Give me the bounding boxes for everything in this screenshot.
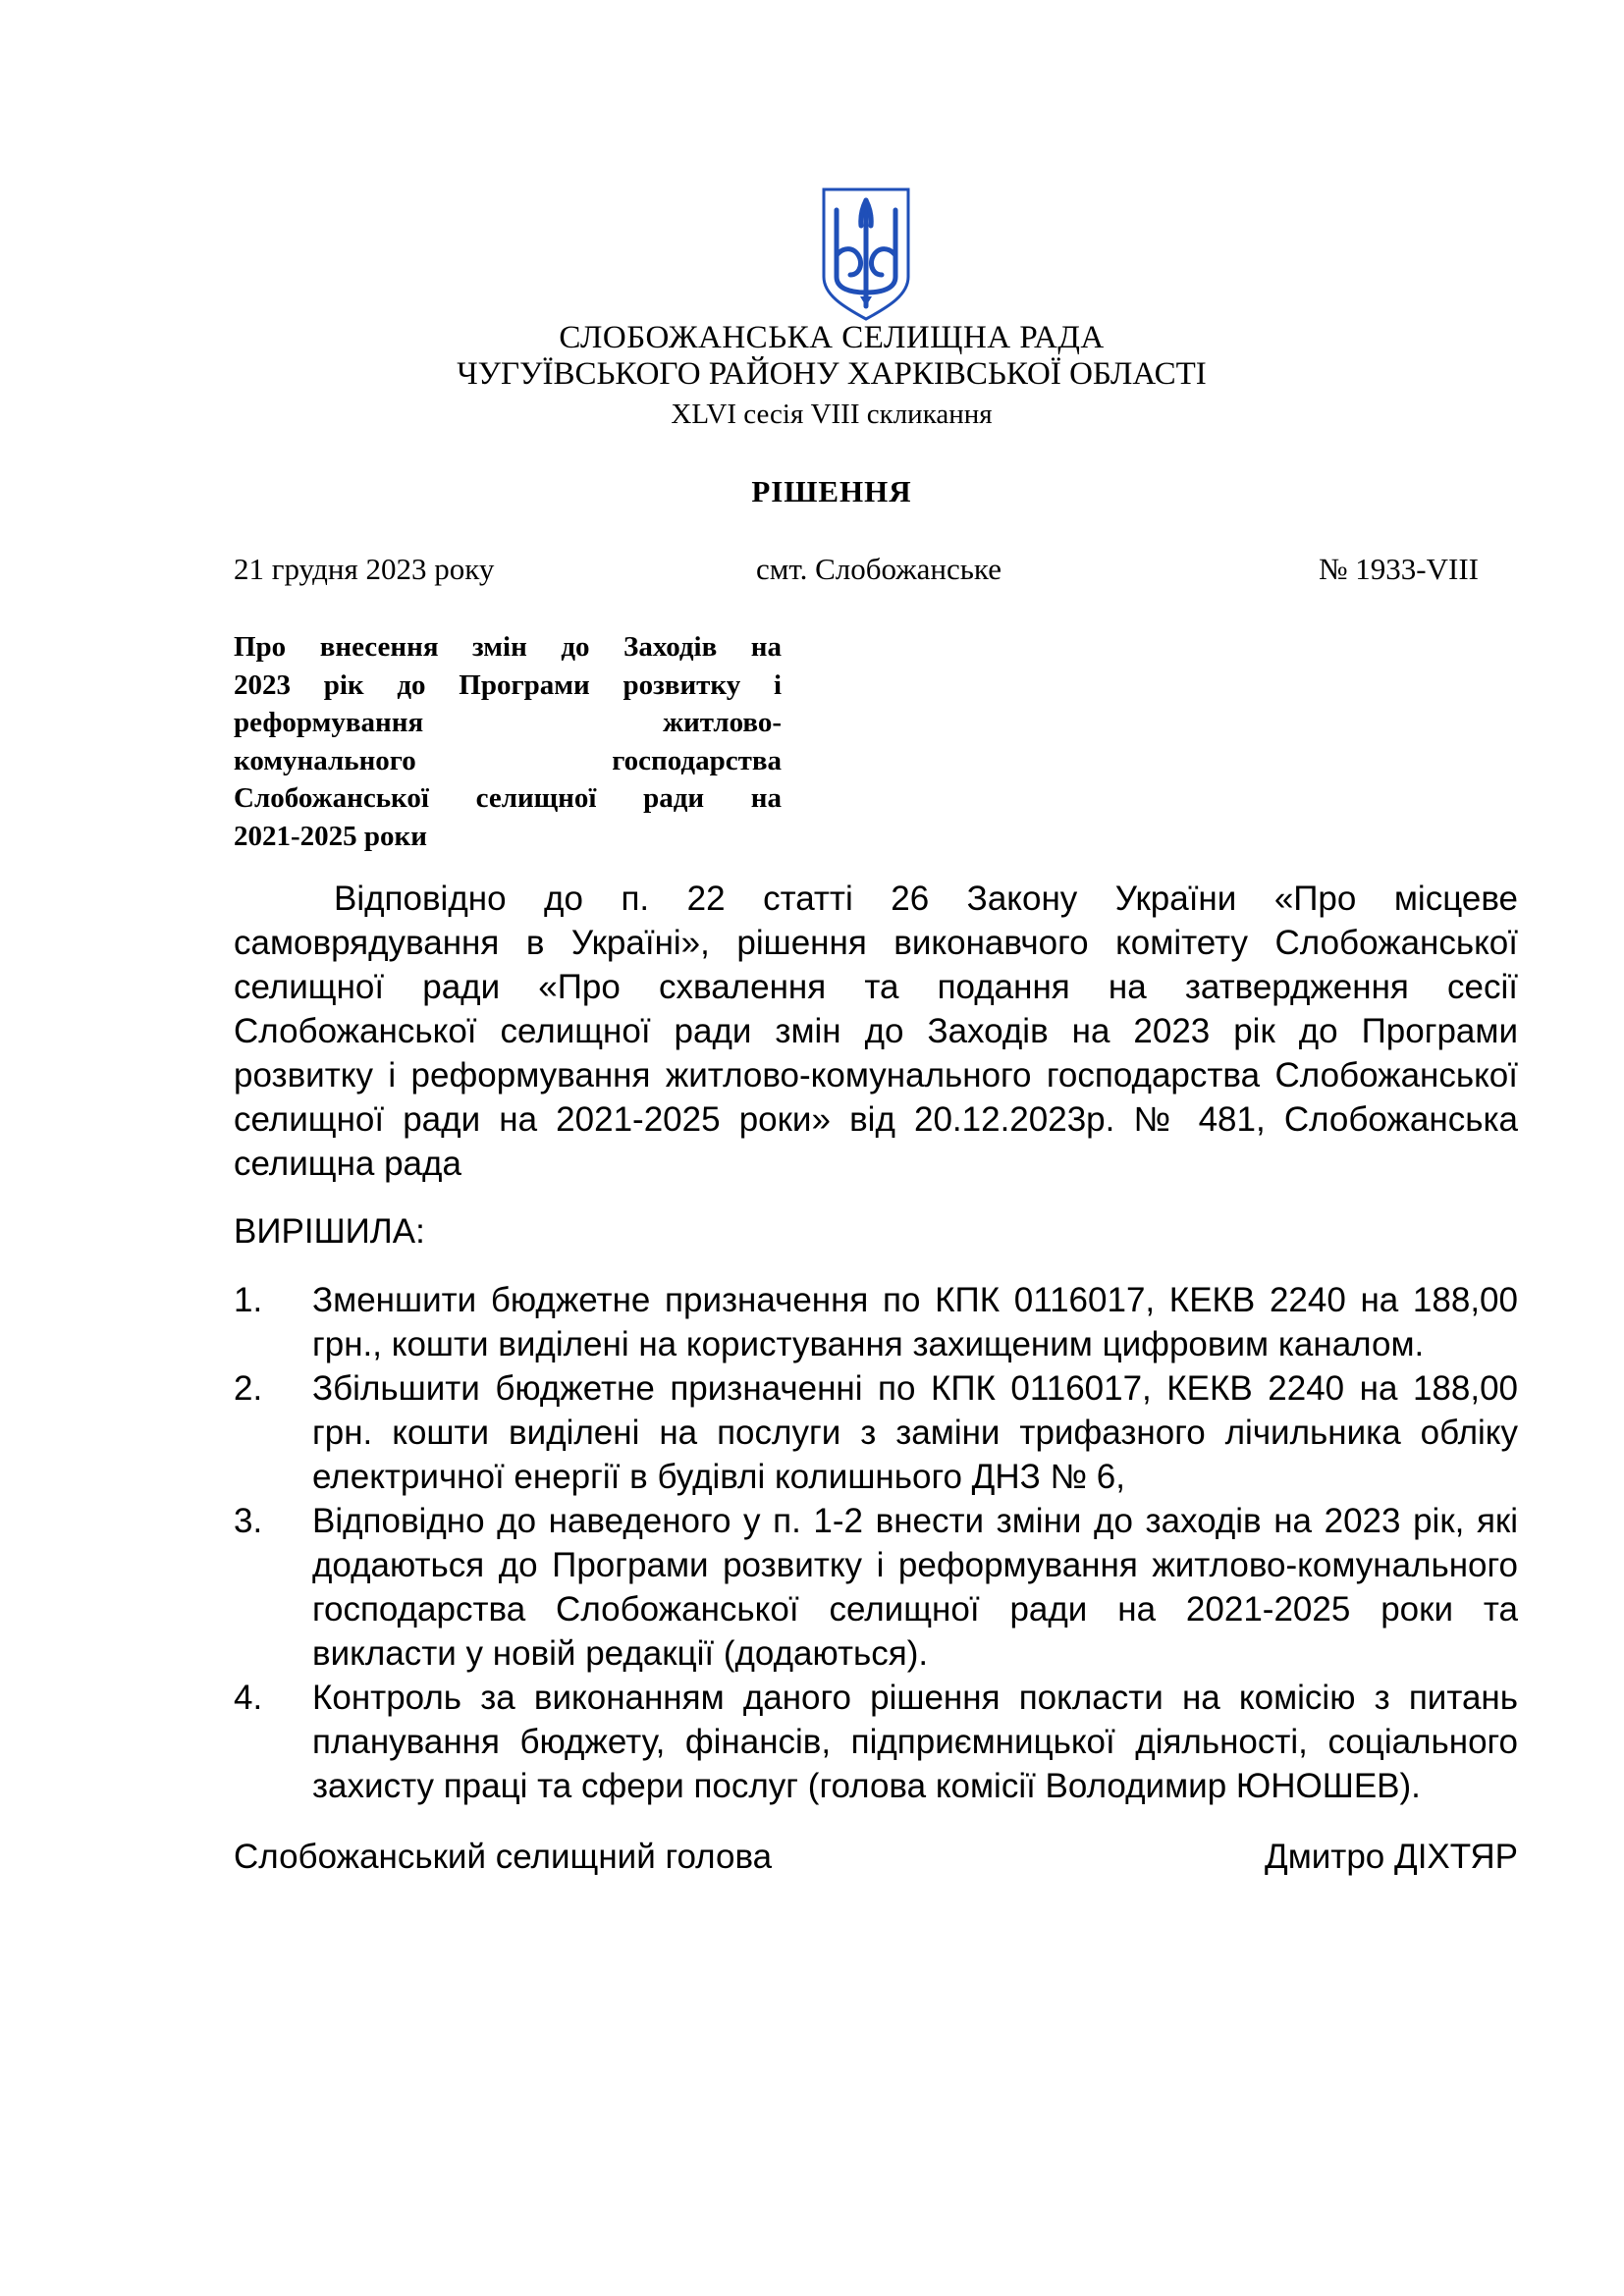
decision-place: смт. Слобожанське bbox=[756, 552, 1001, 586]
preamble-paragraph: Відповідно до п. 22 статті 26 Закону України «Про місцеве самоврядування в Україні», рішення виконавчого комітету Слобожанської селищної ради «Про схвалення та подання на затвердження сесії Слобожанської селищної ради змін до Заходів на 2023 рік до Програми розвитку і реформування житлово-комунального господарства Слобожанської селищної ради на 2021-2025 роки» від 20.12.2023р. № 481, Слобожанська селищна рада bbox=[234, 880, 1518, 1183]
decision-list bbox=[234, 1278, 1518, 1808]
subject-line: реформування житлово- bbox=[234, 707, 782, 738]
decision-date: 21 грудня 2023 року bbox=[234, 552, 495, 586]
decision-item-text: Відповідно до наведеного у п. 1-2 внести зміни до заходів на 2023 рік, які додаються до Програми розвитку і реформування житлово-комунального господарства Слобожанської селищної ради на 2021-2025 роки та викласти у новій редакції (додаються). bbox=[312, 1502, 1518, 1673]
decision-item bbox=[234, 1366, 1518, 1499]
subject-line: 2021-2025 роки bbox=[234, 820, 427, 852]
signatory-name: Дмитро ДІХТЯР bbox=[1264, 1838, 1518, 1876]
document-type-title: РІШЕННЯ bbox=[751, 474, 912, 508]
decision-item bbox=[234, 1278, 1518, 1366]
coat-of-arms-icon bbox=[821, 187, 911, 322]
session-info: XLVI сесія VIII скликання bbox=[671, 399, 993, 430]
decision-item-text: Контроль за виконанням даного рішення покласти на комісію з питань планування бюджету, фінансів, підприємницької діяльності, соціального захисту праці та сфери послуг (голова комісії Володимир ЮНОШЕВ). bbox=[312, 1679, 1518, 1805]
district-name: ЧУГУЇВСЬКОГО РАЙОНУ ХАРКІВСЬКОЇ ОБЛАСТІ bbox=[457, 356, 1207, 392]
subject-line: 2023 рік до Програми розвитку і bbox=[234, 668, 782, 701]
subject-line: Слобожанської селищної ради на bbox=[234, 782, 782, 814]
resolved-label: ВИРІШИЛА: bbox=[234, 1212, 425, 1251]
decision-item-number: 3. bbox=[234, 1502, 263, 1540]
decision-item-number: 2. bbox=[234, 1369, 263, 1408]
decision-item bbox=[234, 1676, 1518, 1808]
council-name: СЛОБОЖАНСЬКА СЕЛИЩНА РАДА bbox=[559, 320, 1105, 355]
subject-line: Про внесення змін до Заходів на bbox=[234, 631, 782, 663]
decision-item-number: 4. bbox=[234, 1679, 263, 1717]
decision-item-number: 1. bbox=[234, 1281, 263, 1319]
signatory-title: Слобожанський селищний голова bbox=[234, 1838, 773, 1876]
decision-item bbox=[234, 1499, 1518, 1676]
decision-number: № 1933-VIII bbox=[1318, 552, 1479, 586]
decision-item-text: Збільшити бюджетне призначенні по КПК 0116017, КЕКВ 2240 на 188,00 грн. кошти виділені на послуги з заміни трифазного лічильника обліку електричної енергії в будівлі колишнього ДНЗ № 6, bbox=[312, 1369, 1518, 1496]
decision-subject bbox=[234, 628, 782, 855]
decision-item-text: Зменшити бюджетне призначення по КПК 0116017, КЕКВ 2240 на 188,00 грн., кошти виділені на користування захищеним цифровим каналом. bbox=[312, 1281, 1518, 1363]
subject-line: комунального господарства bbox=[234, 744, 782, 776]
